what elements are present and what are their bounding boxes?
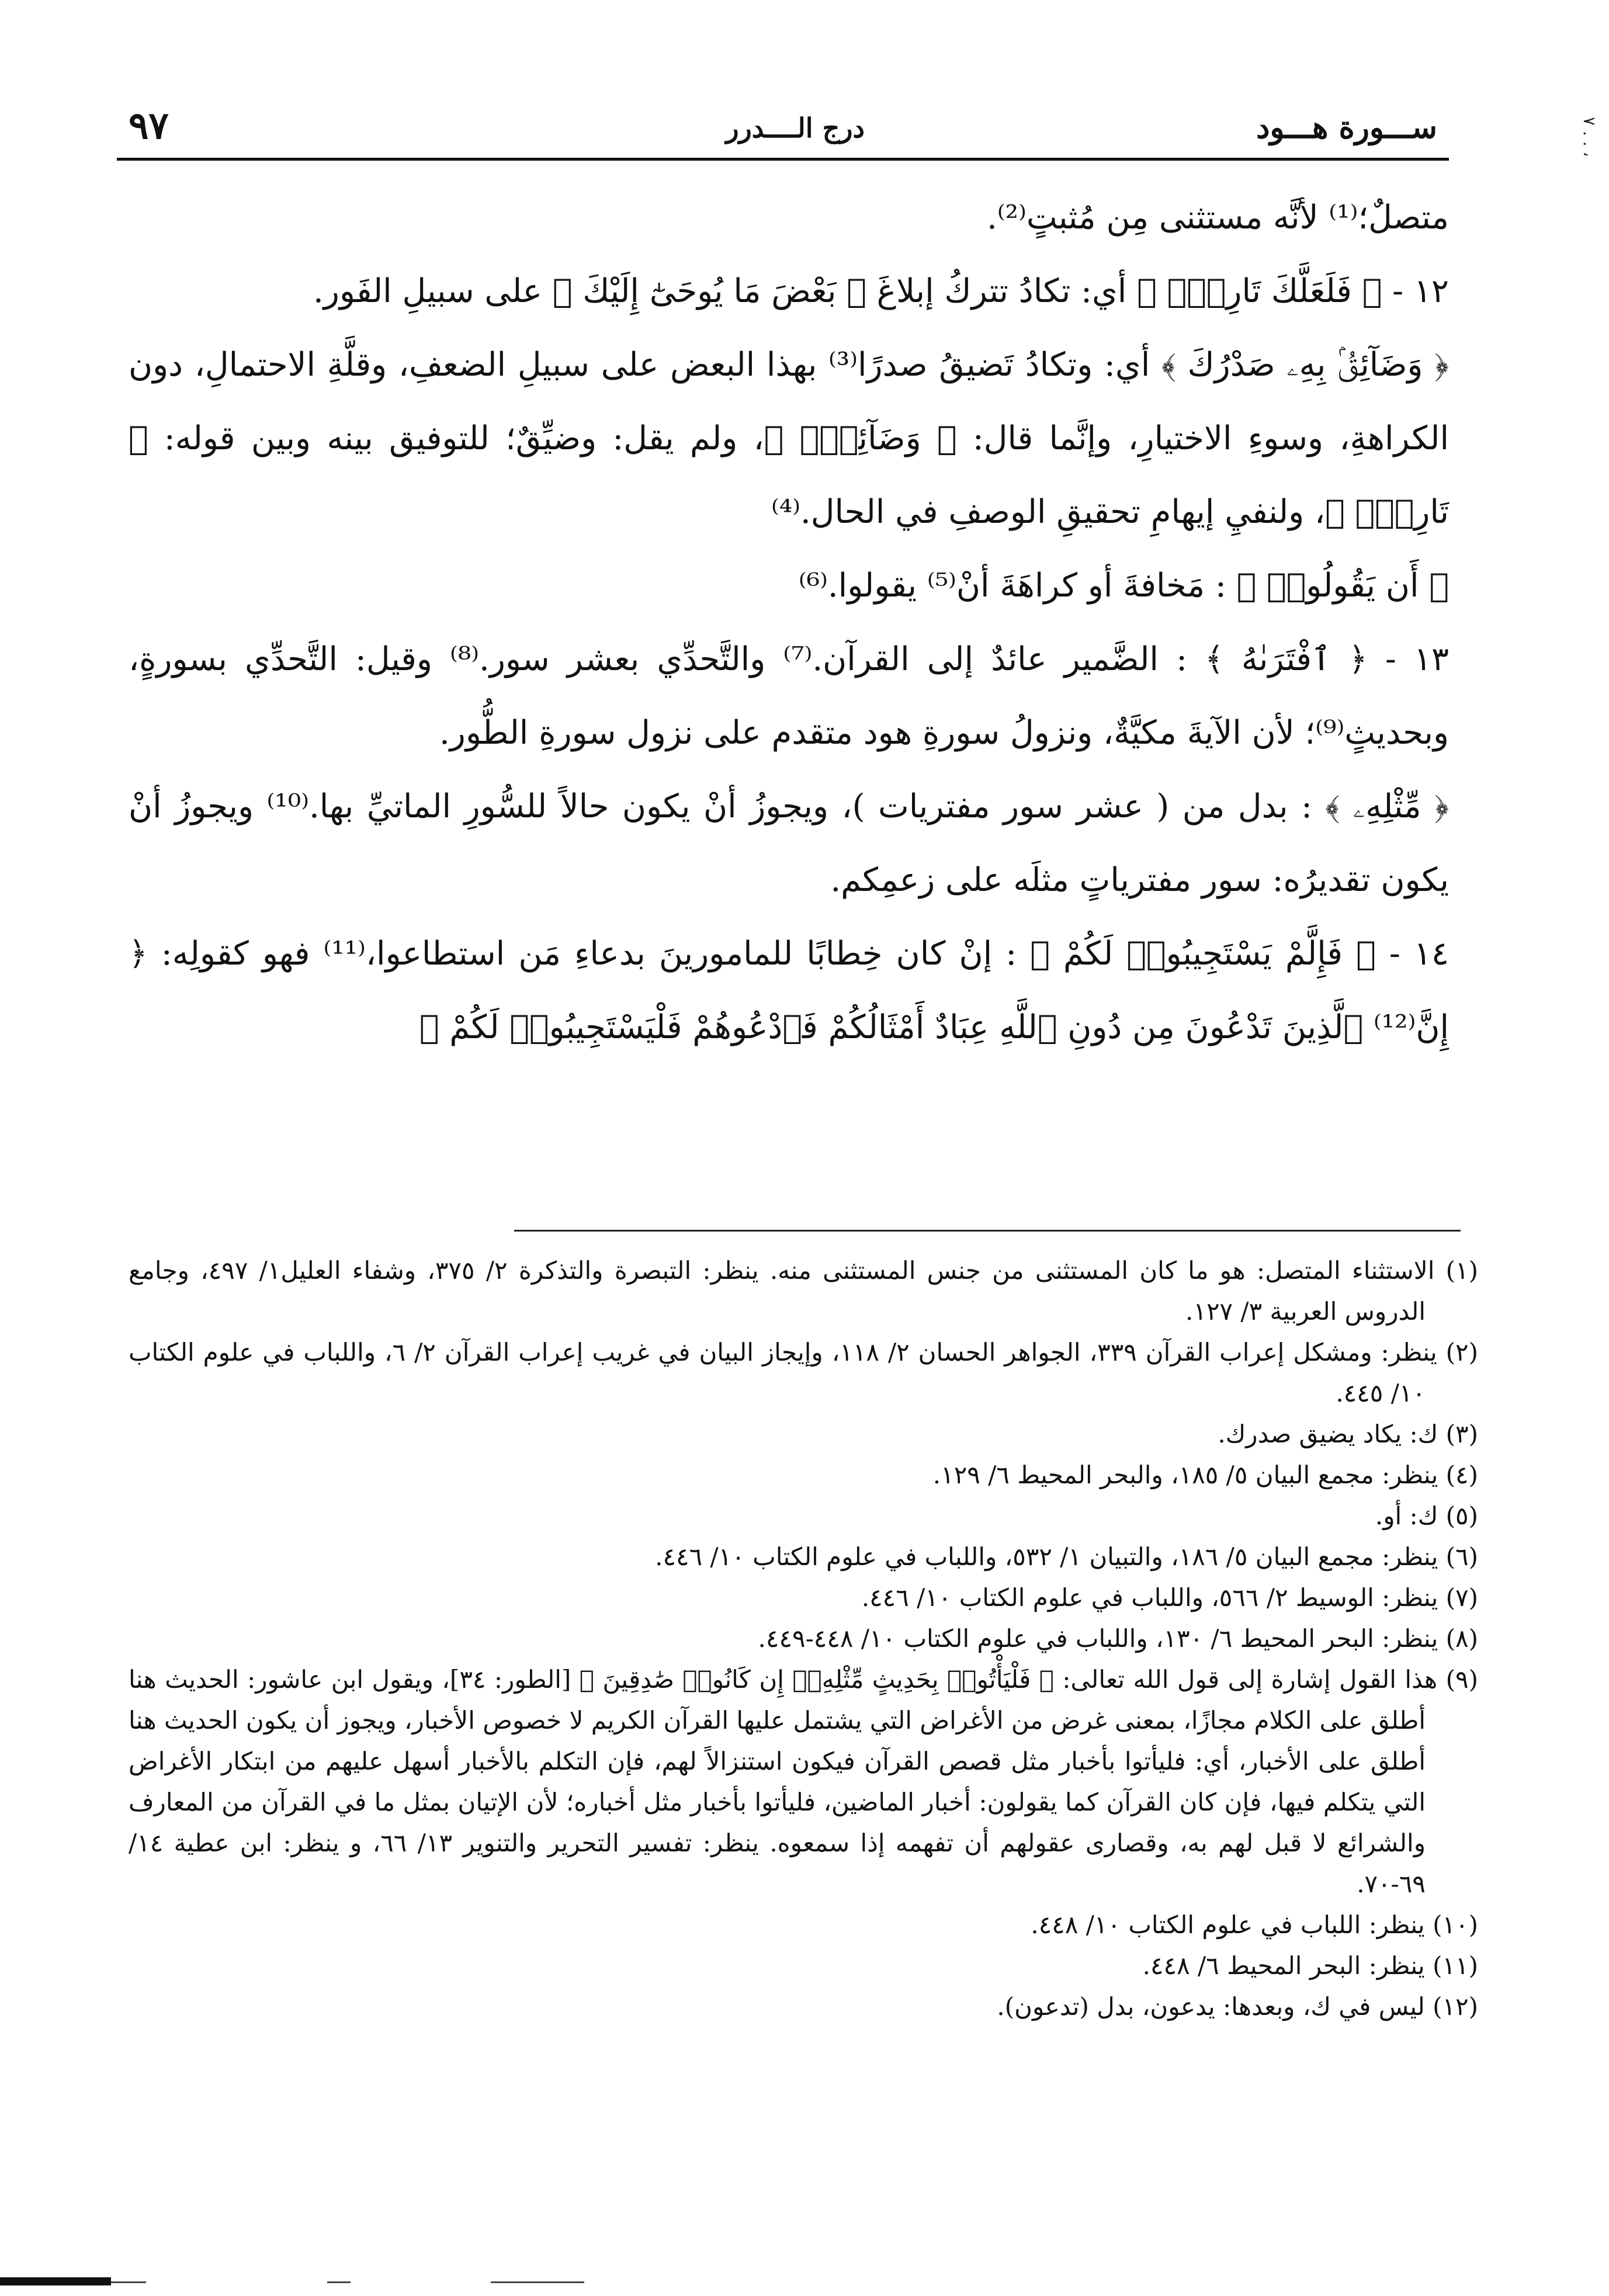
footnote: (٤) ينظر: مجمع البيان ٥/ ١٨٥، والبحر المحيط ٦/ ١٢٩.: [932, 1461, 1478, 1489]
main-text: [129, 181, 1449, 1064]
running-head-book: درج الــــدرر: [726, 112, 865, 144]
footnote-separator: [514, 1230, 1461, 1232]
footnote: (١١) ينظر: البحر المحيط ٦/ ٤٤٨.: [1142, 1951, 1478, 1980]
paragraph: ﴿ مِّثْلِهِۦ ﴾ : بدل من ( عشر سور مفتريات )، ويجوزُ أنْ يكون حالاً للسُّورِ الماتيِّ بها.⁽¹⁰⁾ ويجوزُ أنْ يكون تقديرُه: سور مفترياتٍ مثلَه على زعمِكم.: [129, 788, 1449, 899]
footnote: (٦) ينظر: مجمع البيان ٥/ ١٨٦، والتبيان ١/ ٥٣٢، واللباب في علوم الكتاب ١٠/ ٤٤٦.: [655, 1542, 1478, 1571]
footnote: (٣) ك: يكاد يضيق صدرك.: [1218, 1420, 1478, 1448]
footnote: (٧) ينظر: الوسيط ٢/ ٥٦٦، واللباب في علوم الكتاب ١٠/ ٤٤٦.: [861, 1583, 1478, 1612]
scan-edge-line: [491, 2281, 584, 2283]
page-header: [117, 99, 1449, 161]
scan-edge-mark: [0, 2277, 111, 2285]
footnotes: [129, 1250, 1478, 2027]
paragraph: ﴿ وَضَآئِقُۢ بِهِۦ صَدْرُكَ ﴾ أي: وتكادُ تَضيقُ صدرًا⁽³⁾ بهذا البعض على سبيلِ الضعفِ، وقلَّةِ الاحتمالِ، دون الكراهةِ، وسوءِ الاختيارِ، وإنَّما قال: ﴿ وَضَآئِقُۢ ﴾، ولم يقل: وضيِّقٌ؛ للتوفيق بينه وبين قوله: ﴿ تَارِكُۢ ﴾، ولنفيِ إيهامِ تحقيقِ الوصفِ في الحال.⁽⁴⁾: [129, 346, 1449, 531]
scan-edge-line: [111, 2281, 146, 2283]
footnote: (١) الاستثناء المتصل: هو ما كان المستثنى من جنس المستثنى منه. ينظر: التبصرة والتذكرة ٢/ ٣٧٥، وشفاء العليل١/ ٤٩٧، وجامع الدروس العربية ٣/ ١٢٧.: [129, 1256, 1478, 1326]
paragraph: ١٣ - ﴿ ٱفْتَرَىٰهُ ﴾ : الضَّمير عائدٌ إلى القرآن.⁽⁷⁾ والتَّحدِّي بعشر سور.⁽⁸⁾ وقيل: التَّحدِّي بسورةٍ، وبحديثٍ⁽⁹⁾؛ لأن الآيةَ مكيَّةٌ، ونزولُ سورةِ هود متقدم على نزول سورةِ الطُّور.: [129, 640, 1450, 752]
scan-edge-line: [327, 2281, 351, 2283]
footnote: (٢) ينظر: ومشكل إعراب القرآن ٣٣٩، الجواهر الحسان ٢/ ١١٨، وإيجاز البيان في غريب إعراب القرآن ٢/ ٦، واللباب في علوم الكتاب ١٠/ ٤٤٥.: [129, 1338, 1478, 1407]
paragraph: ﴿ أَن يَقُولُوا۟ ﴾ : مَخافةَ أو كراهَةَ أنْ⁽⁵⁾ يقولوا.⁽⁶⁾: [798, 567, 1449, 605]
page-number: ٩٧: [129, 104, 169, 148]
running-head-surah: ســـورة هـــود: [1256, 110, 1437, 145]
margin-marks: ٧ . . ،: [1580, 117, 1599, 157]
paragraph: ١٤ - ﴿ فَإِلَّمْ يَسْتَجِيبُوا۟ لَكُمْ ﴾ : إنْ كان خِطابًا للمامورينَ بدعاءِ مَن استطاعوا،⁽¹¹⁾ فهو كقولِه: ﴿ إِنَّ⁽¹²⁾ ٱلَّذِينَ تَدْعُونَ مِن دُونِ ٱللَّهِ عِبَادٌ أَمْثَالُكُمْ فَٱدْعُوهُمْ فَلْيَسْتَجِيبُوا۟ لَكُمْ ﴾: [129, 935, 1449, 1046]
footnote: (٨) ينظر: البحر المحيط ٦/ ١٣٠، واللباب في علوم الكتاب ١٠/ ٤٤٨-٤٤٩.: [758, 1624, 1478, 1653]
paragraph: ١٢ - ﴿ فَلَعَلَّكَ تَارِكُۢ ﴾ أي: تكادُ تتركُ إبلاغَ ﴿ بَعْضَ مَا يُوحَىٰٓ إِلَيْكَ ﴾ على سبيلِ الفَور.: [313, 272, 1449, 310]
footnote: (٥) ك: أو.: [1375, 1501, 1478, 1530]
footnote: (١٠) ينظر: اللباب في علوم الكتاب ١٠/ ٤٤٨.: [1031, 1910, 1478, 1939]
footnote: (٩) هذا القول إشارة إلى قول الله تعالى: ﴿ فَلْيَأْتُوا۟ بِحَدِيثٍ مِّثْلِهِۦٓ إِن كَانُوا۟ صَٰدِقِينَ ﴾ [الطور: ٣٤]، ويقول ابن عاشور: الحديث هنا أطلق على الكلام مجازًا، بمعنى غرض من الأغراض التي يشتمل عليها القرآن الكريم لا خصوص الأخبار، ويجوز أن يكون الحديث هنا أطلق على الأخبار، أي: فليأتوا بأخبار مثل قصص القرآن فيكون استنزالاً لهم، فإن التكلم بالأخبار أسهل عليهم من ابتكار الأغراض التي يتكلم فيها، فإن كان القرآن كما يقولون: أخبار الماضين، فليأتوا بأخبار مثل أخباره؛ لأن الإتيان بمثل ما في القرآن من المعارف والشرائع لا قبل لهم به، وقصارى عقولهم أن تفهمه إذا سمعوه. ينظر: تفسير التحرير والتنوير ١٣/ ٦٦، و ينظر: ابن عطية ١٤/ ٦٩-٧٠.: [129, 1665, 1478, 1898]
footnote: (١٢) ليس في ك، وبعدها: يدعون، بدل (تدعون).: [997, 1992, 1478, 2021]
paragraph: متصلٌ؛⁽¹⁾ لأنَّه مستثنى مِن مُثبتٍ⁽²⁾.: [987, 199, 1449, 237]
